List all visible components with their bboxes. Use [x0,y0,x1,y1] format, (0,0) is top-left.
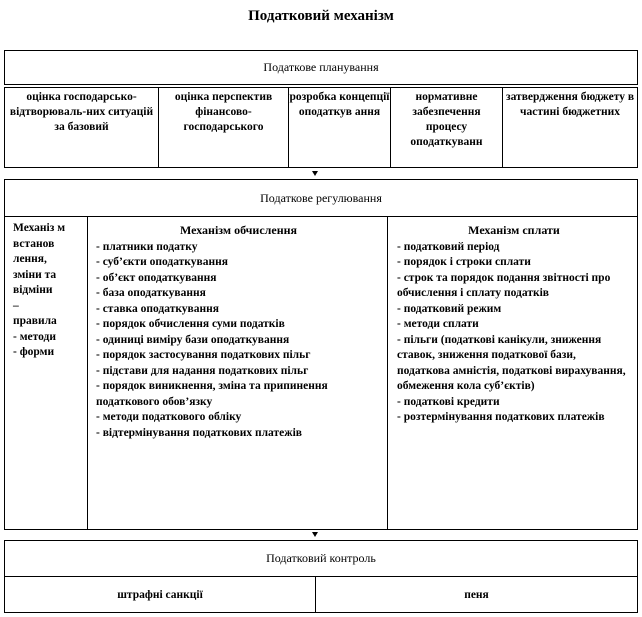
list-item: - платники податку [96,240,198,253]
list-item: - суб’єкти оподаткування [96,256,228,268]
list-item: - одиниці виміру бази оподаткування [96,333,290,346]
list-item: відміни [13,284,53,296]
list-item: - розтермінування податкових платежів [397,411,605,423]
list-item: - пільги (податкові канікули, зниження ставок, зниження податкової бази, податкова амністія, податкові вирахування, обмеження кола суб’єктів) [397,333,626,392]
planning-cell-3: розробка концепції оподаткув ання [288,87,391,168]
list-item: - методи [13,330,57,343]
payment-mechanism-column [387,216,638,530]
list-item: - форми [13,346,55,358]
list-item: - об’єкт оподаткування [96,271,217,284]
list-item: встанов лення, [13,237,55,265]
list-item: - відтермінування податкових платежів [96,426,303,439]
calculation-mechanism-list [96,240,381,442]
planning-header-label: Податкове планування [263,60,379,74]
calculation-mechanism-column [87,216,388,530]
list-item: - підстави для надання податкових пільг [96,364,309,377]
list-item: - податкові кредити [397,395,500,408]
control-header [4,540,638,577]
control-header-label: Податковий контроль [266,551,376,565]
list-item: - база оподаткування [96,287,206,299]
control-cell-penalty [315,576,638,613]
calculation-mechanism-title: Механізм обчислення [179,223,298,237]
control-cell-fines [4,576,316,613]
planning-cell-1: оцінка господарсько-відтворюваль-них ситуацій за базовий [4,87,159,168]
arrow-down-icon [312,532,318,537]
list-item: - порядок застосування податкових пільг [96,349,311,361]
list-item: - податковий режим [397,302,502,315]
planning-cell-2: оцінка перспектив фінансово-господарського [158,87,289,168]
list-item: - строк та порядок подання звітності про обчислення і сплату податків [397,271,611,299]
list-item: зміни та [13,268,57,281]
regulation-header [4,179,638,217]
list-item: Механіз м [13,222,66,234]
payment-mechanism-title: Механізм сплати [468,223,560,237]
list-item: - порядок і строки сплати [397,256,531,268]
diagram-title: Податковий механізм [248,8,394,24]
regulation-left-column [4,216,88,530]
payment-mechanism-list [397,240,631,426]
regulation-left-list [13,221,85,361]
control-cell-fines-label: штрафні санкції [117,588,203,601]
list-item: - податковий період [397,240,500,253]
planning-cell-4: нормативне забезпечення процесу оподаткуванн [390,87,503,168]
list-item: – [13,299,19,312]
planning-header [4,50,638,85]
list-item: - методи сплати [397,318,479,330]
regulation-header-label: Податкове регулювання [260,190,382,205]
list-item: - методи податкового обліку [96,411,242,423]
list-item: - порядок виникнення, зміна та припинення податкового обов’язку [96,380,328,408]
planning-cell-5: затвердження бюджету в частині бюджетних [502,87,638,168]
list-item: правила [13,315,57,327]
arrow-down-icon [312,171,318,176]
list-item: - порядок обчислення суми податків [96,318,285,330]
list-item: - ставка оподаткування [96,302,219,315]
control-cell-penalty-label: пеня [464,588,489,601]
